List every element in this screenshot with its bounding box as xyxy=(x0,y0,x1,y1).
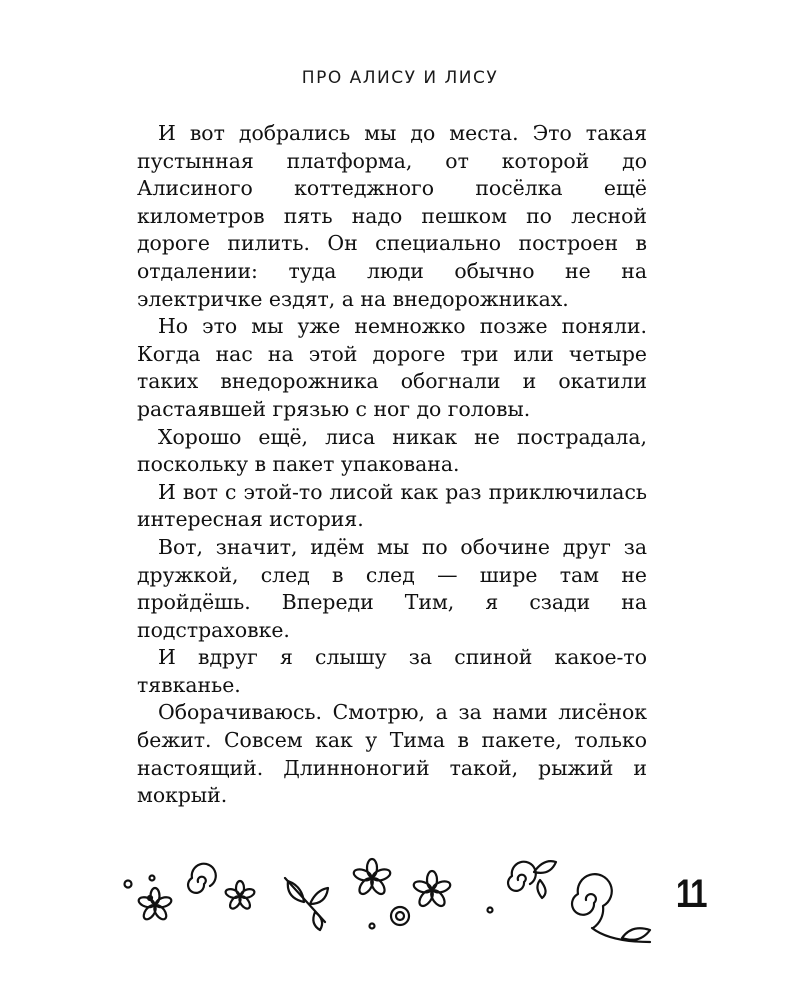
running-head-title: ПРО АЛИСУ И ЛИСУ xyxy=(301,68,499,88)
flowers-and-spirals-doodle-icon xyxy=(110,850,670,960)
paragraph: Хорошо ещё, лиса никак не пострадала, поскольку в пакет упакована. xyxy=(137,424,647,477)
paragraph: Но это мы уже немножко позже поняли. Когда нас на этой дороге три или четыре таких внедорожника обогнали и окатили растаявшей грязью с ног до головы. xyxy=(137,314,647,421)
body-text xyxy=(137,120,647,810)
paragraph: И вдруг я слышу за спиной какое-то тявканье. xyxy=(137,645,647,697)
paragraph: И вот с этой-то лисой как раз приключилась интересная история. xyxy=(137,479,647,532)
paragraph: Вот, значит, идём мы по обочине друг за дружкой, след в след — шире там не пройдёшь. Впереди Тим, я сзади на подстраховке. xyxy=(137,534,647,642)
page-number: 11 xyxy=(676,872,706,916)
paragraph: И вот добрались мы до места. Это такая пустынная платформа, от которой до Алисиного коттеджного посёлка ещё километров пять надо пешком по лесной дороге пилить. Он специально построен в отдалении: туда люди обычно не на электричке ездят, а на внедорожниках. xyxy=(137,121,647,311)
paragraph: Оборачиваюсь. Смотрю, а за нами лисёнок бежит. Совсем как у Тима в пакете, только настоящий. Длинноногий такой, рыжий и мокрый. xyxy=(137,700,647,808)
